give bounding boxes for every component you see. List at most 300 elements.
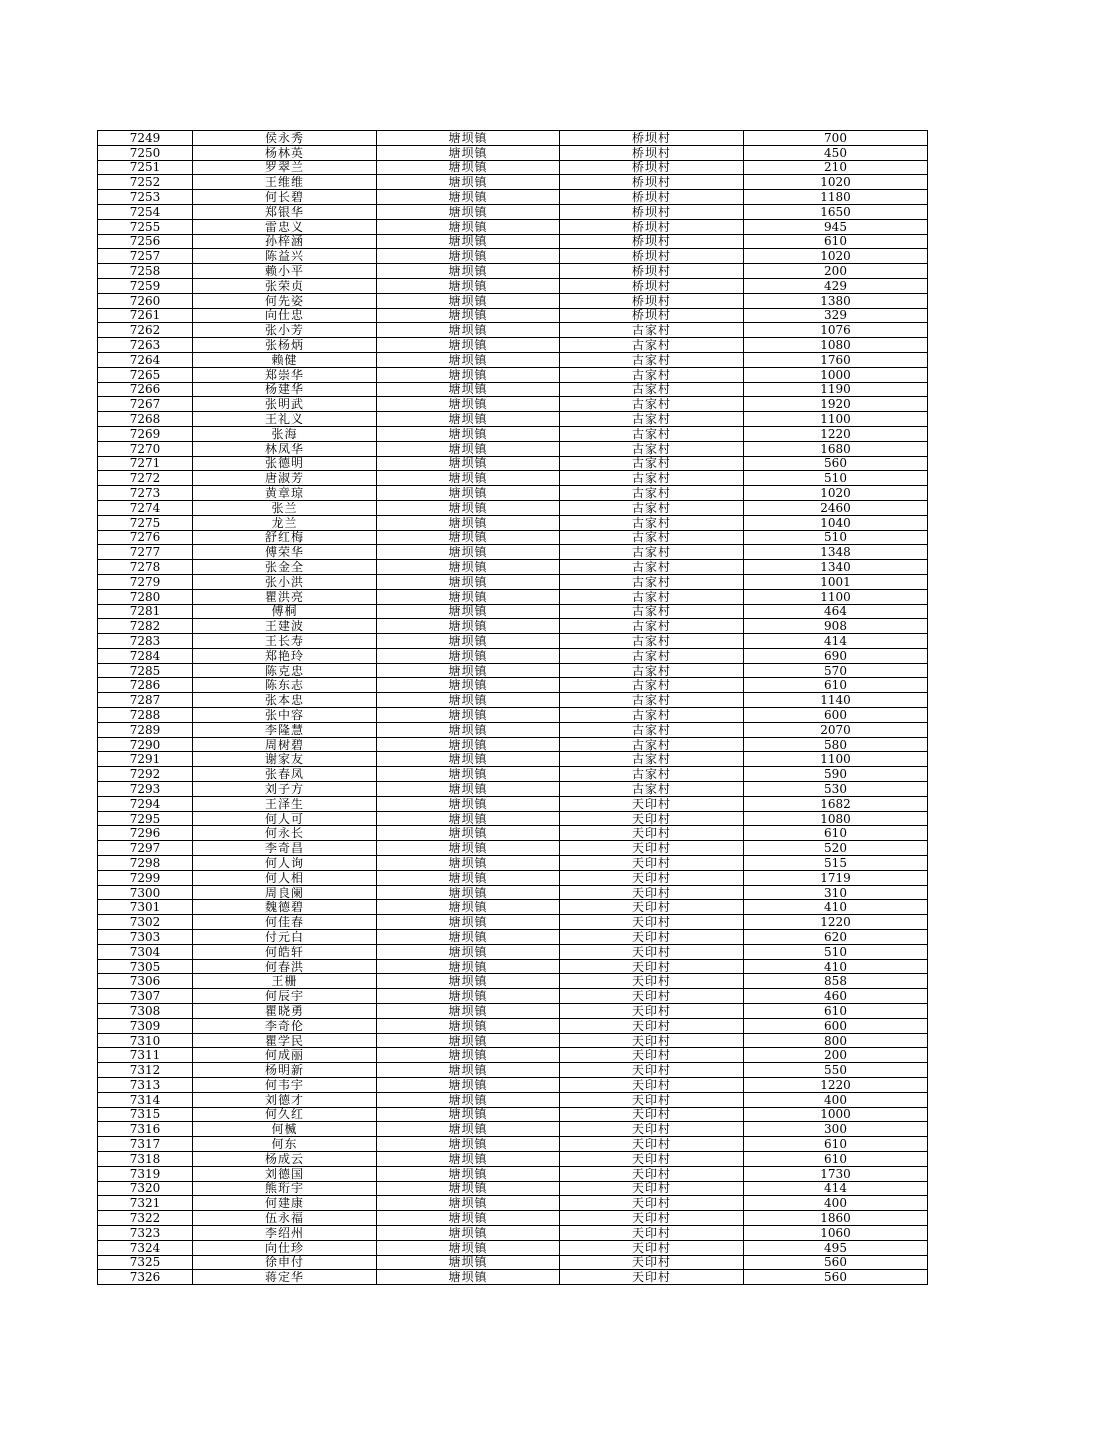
village-cell: 古家村: [560, 323, 744, 338]
table-row: [98, 796, 928, 811]
amount-cell: 1730: [744, 1166, 928, 1181]
row-number-cell: 7259: [98, 278, 193, 293]
row-number-cell: 7313: [98, 1078, 193, 1093]
row-number-cell: 7307: [98, 989, 193, 1004]
row-number-cell: 7253: [98, 190, 193, 205]
table-row: [98, 471, 928, 486]
name-cell: 何春洪: [193, 959, 377, 974]
name-cell: 张海: [193, 426, 377, 441]
town-cell: 塘坝镇: [377, 234, 560, 249]
name-cell: 何人相: [193, 870, 377, 885]
table-row: [98, 426, 928, 441]
name-cell: 蒋定华: [193, 1270, 377, 1285]
name-cell: 李奇伦: [193, 1018, 377, 1033]
town-cell: 塘坝镇: [377, 397, 560, 412]
amount-cell: 858: [744, 974, 928, 989]
village-cell: 天印村: [560, 900, 744, 915]
table-row: [98, 1196, 928, 1211]
amount-cell: 495: [744, 1240, 928, 1255]
village-cell: 古家村: [560, 530, 744, 545]
village-cell: 古家村: [560, 767, 744, 782]
name-cell: 王礼义: [193, 412, 377, 427]
amount-cell: 400: [744, 1196, 928, 1211]
name-cell: 陈益兴: [193, 249, 377, 264]
amount-cell: 1080: [744, 811, 928, 826]
table-row: [98, 175, 928, 190]
name-cell: 张兰: [193, 500, 377, 515]
village-cell: 天印村: [560, 1018, 744, 1033]
amount-cell: 560: [744, 456, 928, 471]
town-cell: 塘坝镇: [377, 1255, 560, 1270]
name-cell: 李隆慧: [193, 722, 377, 737]
name-cell: 何先姿: [193, 293, 377, 308]
village-cell: 天印村: [560, 1004, 744, 1019]
table-row: [98, 293, 928, 308]
table-row: [98, 752, 928, 767]
table-row: [98, 560, 928, 575]
village-cell: 古家村: [560, 619, 744, 634]
row-number-cell: 7285: [98, 663, 193, 678]
row-number-cell: 7261: [98, 308, 193, 323]
village-cell: 古家村: [560, 604, 744, 619]
town-cell: 塘坝镇: [377, 826, 560, 841]
table-row: [98, 782, 928, 797]
table-row: [98, 1151, 928, 1166]
table-row: [98, 500, 928, 515]
amount-cell: 410: [744, 959, 928, 974]
village-cell: 古家村: [560, 634, 744, 649]
amount-cell: 1760: [744, 352, 928, 367]
name-cell: 何楲: [193, 1122, 377, 1137]
table-row: [98, 1004, 928, 1019]
row-number-cell: 7292: [98, 767, 193, 782]
table-row: [98, 397, 928, 412]
town-cell: 塘坝镇: [377, 160, 560, 175]
amount-cell: 1190: [744, 382, 928, 397]
town-cell: 塘坝镇: [377, 604, 560, 619]
amount-cell: 1001: [744, 574, 928, 589]
village-cell: 古家村: [560, 397, 744, 412]
village-cell: 桥坝村: [560, 293, 744, 308]
row-number-cell: 7311: [98, 1048, 193, 1063]
row-number-cell: 7323: [98, 1225, 193, 1240]
village-cell: 天印村: [560, 1137, 744, 1152]
table-row: [98, 915, 928, 930]
table-row: [98, 989, 928, 1004]
row-number-cell: 7256: [98, 234, 193, 249]
row-number-cell: 7312: [98, 1063, 193, 1078]
town-cell: 塘坝镇: [377, 1196, 560, 1211]
town-cell: 塘坝镇: [377, 249, 560, 264]
row-number-cell: 7324: [98, 1240, 193, 1255]
name-cell: 谢家友: [193, 752, 377, 767]
name-cell: 李奇昌: [193, 841, 377, 856]
amount-cell: 400: [744, 1092, 928, 1107]
amount-cell: 1076: [744, 323, 928, 338]
name-cell: 刘德才: [193, 1092, 377, 1107]
name-cell: 熊珩宇: [193, 1181, 377, 1196]
village-cell: 天印村: [560, 870, 744, 885]
village-cell: 天印村: [560, 1033, 744, 1048]
table-row: [98, 737, 928, 752]
town-cell: 塘坝镇: [377, 352, 560, 367]
table-row: [98, 1033, 928, 1048]
amount-cell: 600: [744, 708, 928, 723]
town-cell: 塘坝镇: [377, 145, 560, 160]
table-row: [98, 1092, 928, 1107]
town-cell: 塘坝镇: [377, 722, 560, 737]
row-number-cell: 7281: [98, 604, 193, 619]
name-cell: 何韦宇: [193, 1078, 377, 1093]
table-row: [98, 1048, 928, 1063]
village-cell: 古家村: [560, 708, 744, 723]
table-row: [98, 900, 928, 915]
table-row: [98, 767, 928, 782]
row-number-cell: 7318: [98, 1151, 193, 1166]
town-cell: 塘坝镇: [377, 767, 560, 782]
town-cell: 塘坝镇: [377, 1225, 560, 1240]
village-cell: 天印村: [560, 885, 744, 900]
town-cell: 塘坝镇: [377, 619, 560, 634]
row-number-cell: 7266: [98, 382, 193, 397]
table-row: [98, 131, 928, 146]
village-cell: 古家村: [560, 574, 744, 589]
village-cell: 古家村: [560, 456, 744, 471]
table-row: [98, 441, 928, 456]
town-cell: 塘坝镇: [377, 1240, 560, 1255]
name-cell: 王维维: [193, 175, 377, 190]
name-cell: 何永长: [193, 826, 377, 841]
town-cell: 塘坝镇: [377, 1033, 560, 1048]
name-cell: 瞿洪亮: [193, 589, 377, 604]
amount-cell: 1682: [744, 796, 928, 811]
town-cell: 塘坝镇: [377, 989, 560, 1004]
row-number-cell: 7249: [98, 131, 193, 146]
amount-cell: 1180: [744, 190, 928, 205]
amount-cell: 1680: [744, 441, 928, 456]
table-row: [98, 1270, 928, 1285]
amount-cell: 200: [744, 264, 928, 279]
name-cell: 瞿学民: [193, 1033, 377, 1048]
name-cell: 张小芳: [193, 323, 377, 338]
amount-cell: 414: [744, 634, 928, 649]
village-cell: 桥坝村: [560, 190, 744, 205]
town-cell: 塘坝镇: [377, 293, 560, 308]
row-number-cell: 7265: [98, 367, 193, 382]
town-cell: 塘坝镇: [377, 323, 560, 338]
name-cell: 王长寿: [193, 634, 377, 649]
name-cell: 何东: [193, 1137, 377, 1152]
town-cell: 塘坝镇: [377, 1004, 560, 1019]
table-row: [98, 930, 928, 945]
row-number-cell: 7319: [98, 1166, 193, 1181]
town-cell: 塘坝镇: [377, 693, 560, 708]
town-cell: 塘坝镇: [377, 204, 560, 219]
row-number-cell: 7289: [98, 722, 193, 737]
table-row: [98, 308, 928, 323]
village-cell: 天印村: [560, 856, 744, 871]
village-cell: 古家村: [560, 412, 744, 427]
table-row: [98, 841, 928, 856]
amount-cell: 530: [744, 782, 928, 797]
name-cell: 李绍州: [193, 1225, 377, 1240]
table-row: [98, 486, 928, 501]
name-cell: 伍永福: [193, 1211, 377, 1226]
row-number-cell: 7299: [98, 870, 193, 885]
row-number-cell: 7317: [98, 1137, 193, 1152]
name-cell: 刘子方: [193, 782, 377, 797]
town-cell: 塘坝镇: [377, 530, 560, 545]
table-body: [98, 131, 928, 1285]
village-cell: 古家村: [560, 693, 744, 708]
town-cell: 塘坝镇: [377, 841, 560, 856]
town-cell: 塘坝镇: [377, 944, 560, 959]
village-cell: 古家村: [560, 545, 744, 560]
town-cell: 塘坝镇: [377, 663, 560, 678]
name-cell: 龙兰: [193, 515, 377, 530]
amount-cell: 610: [744, 826, 928, 841]
village-cell: 古家村: [560, 752, 744, 767]
amount-cell: 410: [744, 900, 928, 915]
name-cell: 何建康: [193, 1196, 377, 1211]
amount-cell: 200: [744, 1048, 928, 1063]
table-row: [98, 574, 928, 589]
table-row: [98, 1255, 928, 1270]
name-cell: 向仕珍: [193, 1240, 377, 1255]
name-cell: 张春凤: [193, 767, 377, 782]
amount-cell: 610: [744, 1004, 928, 1019]
row-number-cell: 7298: [98, 856, 193, 871]
town-cell: 塘坝镇: [377, 648, 560, 663]
town-cell: 塘坝镇: [377, 515, 560, 530]
town-cell: 塘坝镇: [377, 634, 560, 649]
town-cell: 塘坝镇: [377, 959, 560, 974]
amount-cell: 1100: [744, 412, 928, 427]
name-cell: 郑艳玲: [193, 648, 377, 663]
village-cell: 天印村: [560, 1078, 744, 1093]
amount-cell: 550: [744, 1063, 928, 1078]
table-row: [98, 856, 928, 871]
village-cell: 古家村: [560, 367, 744, 382]
village-cell: 天印村: [560, 1122, 744, 1137]
town-cell: 塘坝镇: [377, 264, 560, 279]
name-cell: 王建波: [193, 619, 377, 634]
name-cell: 杨明新: [193, 1063, 377, 1078]
table-row: [98, 1063, 928, 1078]
table-row: [98, 234, 928, 249]
row-number-cell: 7251: [98, 160, 193, 175]
town-cell: 塘坝镇: [377, 219, 560, 234]
village-cell: 桥坝村: [560, 234, 744, 249]
village-cell: 天印村: [560, 1196, 744, 1211]
amount-cell: 1040: [744, 515, 928, 530]
amount-cell: 300: [744, 1122, 928, 1137]
town-cell: 塘坝镇: [377, 278, 560, 293]
town-cell: 塘坝镇: [377, 190, 560, 205]
row-number-cell: 7303: [98, 930, 193, 945]
row-number-cell: 7322: [98, 1211, 193, 1226]
amount-cell: 515: [744, 856, 928, 871]
name-cell: 唐淑芳: [193, 471, 377, 486]
name-cell: 何佳春: [193, 915, 377, 930]
amount-cell: 610: [744, 1151, 928, 1166]
amount-cell: 1020: [744, 175, 928, 190]
town-cell: 塘坝镇: [377, 870, 560, 885]
village-cell: 古家村: [560, 663, 744, 678]
row-number-cell: 7264: [98, 352, 193, 367]
name-cell: 罗翠兰: [193, 160, 377, 175]
town-cell: 塘坝镇: [377, 708, 560, 723]
town-cell: 塘坝镇: [377, 885, 560, 900]
row-number-cell: 7282: [98, 619, 193, 634]
town-cell: 塘坝镇: [377, 367, 560, 382]
name-cell: 黄章琼: [193, 486, 377, 501]
table-row: [98, 1240, 928, 1255]
table-row: [98, 1211, 928, 1226]
village-cell: 桥坝村: [560, 264, 744, 279]
table-row: [98, 722, 928, 737]
row-number-cell: 7272: [98, 471, 193, 486]
town-cell: 塘坝镇: [377, 412, 560, 427]
row-number-cell: 7293: [98, 782, 193, 797]
row-number-cell: 7275: [98, 515, 193, 530]
table-row: [98, 1122, 928, 1137]
town-cell: 塘坝镇: [377, 737, 560, 752]
amount-cell: 1100: [744, 752, 928, 767]
name-cell: 杨成云: [193, 1151, 377, 1166]
amount-cell: 510: [744, 944, 928, 959]
amount-cell: 450: [744, 145, 928, 160]
town-cell: 塘坝镇: [377, 1166, 560, 1181]
village-cell: 古家村: [560, 426, 744, 441]
amount-cell: 464: [744, 604, 928, 619]
village-cell: 天印村: [560, 1240, 744, 1255]
amount-cell: 1220: [744, 1078, 928, 1093]
row-number-cell: 7270: [98, 441, 193, 456]
name-cell: 王栅: [193, 974, 377, 989]
name-cell: 侯永秀: [193, 131, 377, 146]
table-row: [98, 604, 928, 619]
village-cell: 天印村: [560, 1048, 744, 1063]
name-cell: 付元白: [193, 930, 377, 945]
row-number-cell: 7277: [98, 545, 193, 560]
row-number-cell: 7304: [98, 944, 193, 959]
name-cell: 何辰宇: [193, 989, 377, 1004]
amount-cell: 610: [744, 1137, 928, 1152]
row-number-cell: 7258: [98, 264, 193, 279]
table-row: [98, 1181, 928, 1196]
row-number-cell: 7295: [98, 811, 193, 826]
village-cell: 天印村: [560, 989, 744, 1004]
village-cell: 桥坝村: [560, 145, 744, 160]
row-number-cell: 7255: [98, 219, 193, 234]
amount-cell: 620: [744, 930, 928, 945]
town-cell: 塘坝镇: [377, 560, 560, 575]
name-cell: 瞿晓勇: [193, 1004, 377, 1019]
table-row: [98, 338, 928, 353]
town-cell: 塘坝镇: [377, 589, 560, 604]
name-cell: 郑崇华: [193, 367, 377, 382]
amount-cell: 1380: [744, 293, 928, 308]
amount-cell: 610: [744, 234, 928, 249]
amount-cell: 1140: [744, 693, 928, 708]
table-row: [98, 1018, 928, 1033]
row-number-cell: 7291: [98, 752, 193, 767]
village-cell: 桥坝村: [560, 175, 744, 190]
village-cell: 古家村: [560, 441, 744, 456]
row-number-cell: 7321: [98, 1196, 193, 1211]
row-number-cell: 7278: [98, 560, 193, 575]
amount-cell: 1080: [744, 338, 928, 353]
amount-cell: 2460: [744, 500, 928, 515]
village-cell: 古家村: [560, 589, 744, 604]
row-number-cell: 7300: [98, 885, 193, 900]
amount-cell: 1348: [744, 545, 928, 560]
town-cell: 塘坝镇: [377, 900, 560, 915]
name-cell: 周良阑: [193, 885, 377, 900]
amount-cell: 560: [744, 1255, 928, 1270]
table-row: [98, 323, 928, 338]
table-row: [98, 811, 928, 826]
table-row: [98, 885, 928, 900]
village-cell: 桥坝村: [560, 249, 744, 264]
row-number-cell: 7271: [98, 456, 193, 471]
row-number-cell: 7257: [98, 249, 193, 264]
name-cell: 张明武: [193, 397, 377, 412]
town-cell: 塘坝镇: [377, 1122, 560, 1137]
row-number-cell: 7301: [98, 900, 193, 915]
name-cell: 杨建华: [193, 382, 377, 397]
village-cell: 天印村: [560, 1107, 744, 1122]
name-cell: 林凤华: [193, 441, 377, 456]
name-cell: 赖小平: [193, 264, 377, 279]
row-number-cell: 7297: [98, 841, 193, 856]
row-number-cell: 7284: [98, 648, 193, 663]
row-number-cell: 7268: [98, 412, 193, 427]
town-cell: 塘坝镇: [377, 1063, 560, 1078]
name-cell: 张杨炳: [193, 338, 377, 353]
town-cell: 塘坝镇: [377, 915, 560, 930]
town-cell: 塘坝镇: [377, 1018, 560, 1033]
town-cell: 塘坝镇: [377, 545, 560, 560]
amount-cell: 1020: [744, 249, 928, 264]
town-cell: 塘坝镇: [377, 1211, 560, 1226]
village-cell: 天印村: [560, 1181, 744, 1196]
amount-cell: 610: [744, 678, 928, 693]
name-cell: 何久红: [193, 1107, 377, 1122]
name-cell: 何成丽: [193, 1048, 377, 1063]
table-row: [98, 278, 928, 293]
village-cell: 古家村: [560, 678, 744, 693]
name-cell: 张小洪: [193, 574, 377, 589]
table-row: [98, 545, 928, 560]
village-cell: 天印村: [560, 1151, 744, 1166]
town-cell: 塘坝镇: [377, 974, 560, 989]
table-row: [98, 412, 928, 427]
table-row: [98, 1137, 928, 1152]
table-row: [98, 530, 928, 545]
town-cell: 塘坝镇: [377, 1048, 560, 1063]
table-row: [98, 974, 928, 989]
table-row: [98, 160, 928, 175]
town-cell: 塘坝镇: [377, 338, 560, 353]
village-cell: 桥坝村: [560, 308, 744, 323]
amount-cell: 2070: [744, 722, 928, 737]
village-cell: 古家村: [560, 782, 744, 797]
table-row: [98, 382, 928, 397]
town-cell: 塘坝镇: [377, 1137, 560, 1152]
village-cell: 天印村: [560, 1225, 744, 1240]
